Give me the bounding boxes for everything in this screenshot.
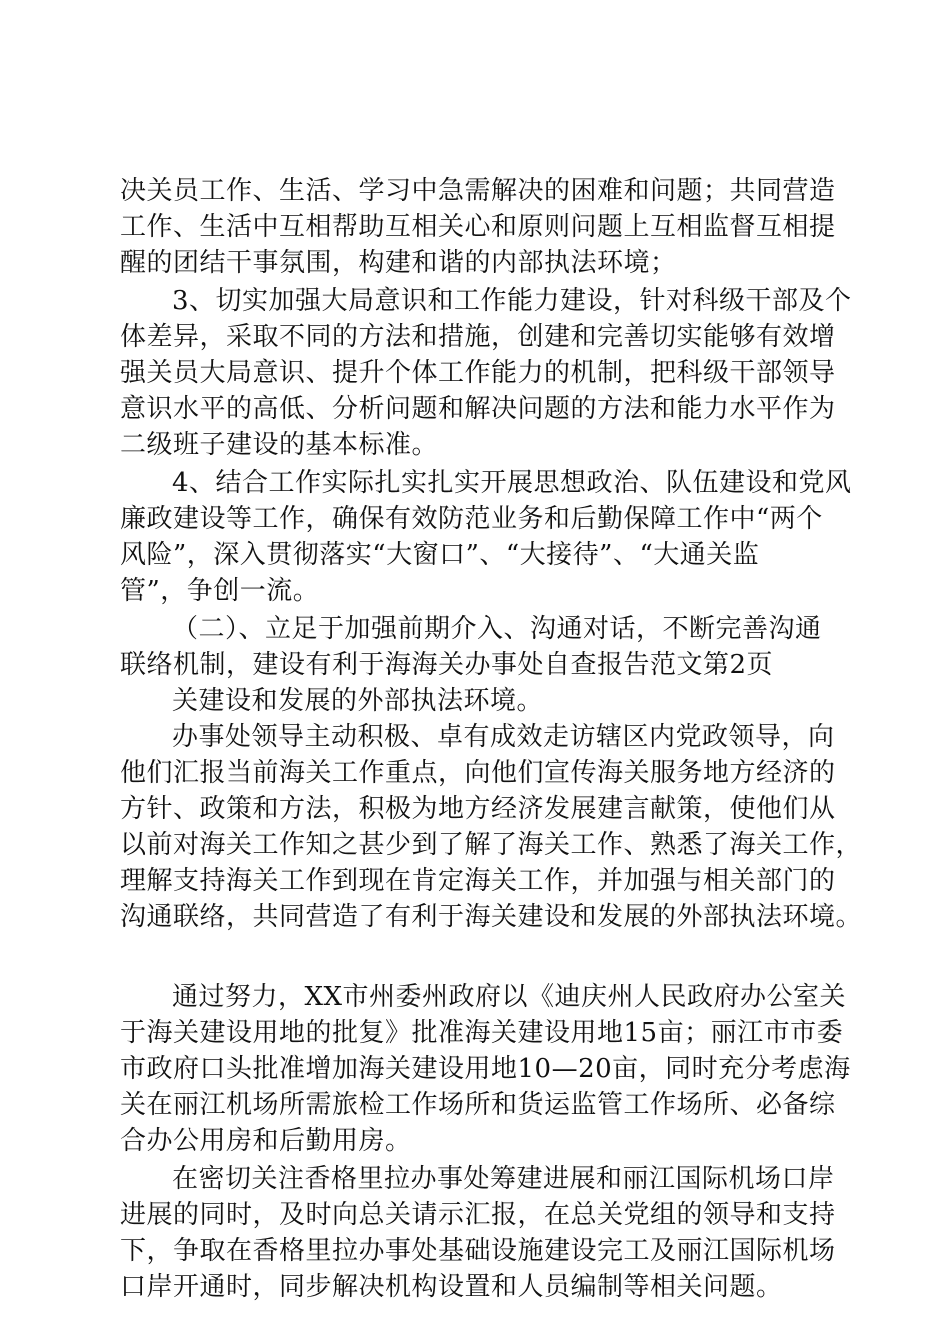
text-line: 3、切实加强大局意识和工作能力建设，针对科级干部及个 (172, 286, 852, 316)
text-line: 进展的同时，及时向总关请示汇报，在总关党组的领导和支持 (120, 1200, 836, 1230)
text-line: 关建设和发展的外部执法环境。 (172, 686, 544, 716)
text-line: 下，争取在香格里拉办事处基础设施建设完工及丽江国际机场 (120, 1236, 836, 1266)
text-line: 关在丽江机场所需旅检工作场所和货运监管工作场所、必备综 (120, 1090, 836, 1120)
text-line: 管”，争创一流。 (120, 576, 320, 606)
text-line: 通过努力，XX市州委州政府以《迪庆州人民政府办公室关 (172, 982, 847, 1012)
text-line: 醒的团结干事氛围，构建和谐的内部执法环境； (120, 248, 677, 278)
text-line: （二）、立足于加强前期介入、沟通对话，不断完善沟通 (172, 614, 822, 644)
text-line: 决关员工作、生活、学习中急需解决的困难和问题；共同营造 (120, 176, 836, 206)
text-line: 办事处领导主动积极、卓有成效走访辖区内党政领导，向 (172, 722, 835, 752)
text-line: 意识水平的高低、分析问题和解决问题的方法和能力水平作为 (120, 394, 836, 424)
text-line: 工作、生活中互相帮助互相关心和原则问题上互相监督互相提 (120, 212, 836, 242)
text-line: 于海关建设用地的批复》批准海关建设用地15亩；丽江市市委 (120, 1018, 844, 1048)
text-line: 二级班子建设的基本标准。 (120, 430, 439, 460)
text-line: 口岸开通时，同步解决机构设置和人员编制等相关问题。 (120, 1272, 783, 1302)
text-line: 联络机制，建设有利于海海关办事处自查报告范文第2页 (120, 650, 774, 680)
text-line: 风险”，深入贯彻落实“大窗口”、“大接待”、“大通关监 (120, 540, 760, 570)
text-line: 廉政建设等工作，确保有效防范业务和后勤保障工作中“两个 (120, 504, 823, 534)
text-line: 4、结合工作实际扎实扎实开展思想政治、队伍建设和党风 (172, 468, 852, 498)
text-line: 强关员大局意识、提升个体工作能力的机制，把科级干部领导 (120, 358, 836, 388)
text-line: 合办公用房和后勤用房。 (120, 1126, 412, 1156)
text-line: 他们汇报当前海关工作重点，向他们宣传海关服务地方经济的 (120, 758, 836, 788)
text-line: 方针、政策和方法，积极为地方经济发展建言献策，使他们从 (120, 794, 836, 824)
text-line: 体差异，采取不同的方法和措施，创建和完善切实能够有效增 (120, 322, 836, 352)
text-line: 以前对海关工作知之甚少到了解了海关工作、熟悉了海关工作， (120, 830, 863, 860)
text-line: 市政府口头批准增加海关建设用地10—20亩，同时充分考虑海 (120, 1054, 851, 1084)
text-line: 理解支持海关工作到现在肯定海关工作，并加强与相关部门的 (120, 866, 836, 896)
text-line: 沟通联络，共同营造了有利于海关建设和发展的外部执法环境。 (120, 902, 863, 932)
text-line: 在密切关注香格里拉办事处筹建进展和丽江国际机场口岸 (172, 1164, 835, 1194)
